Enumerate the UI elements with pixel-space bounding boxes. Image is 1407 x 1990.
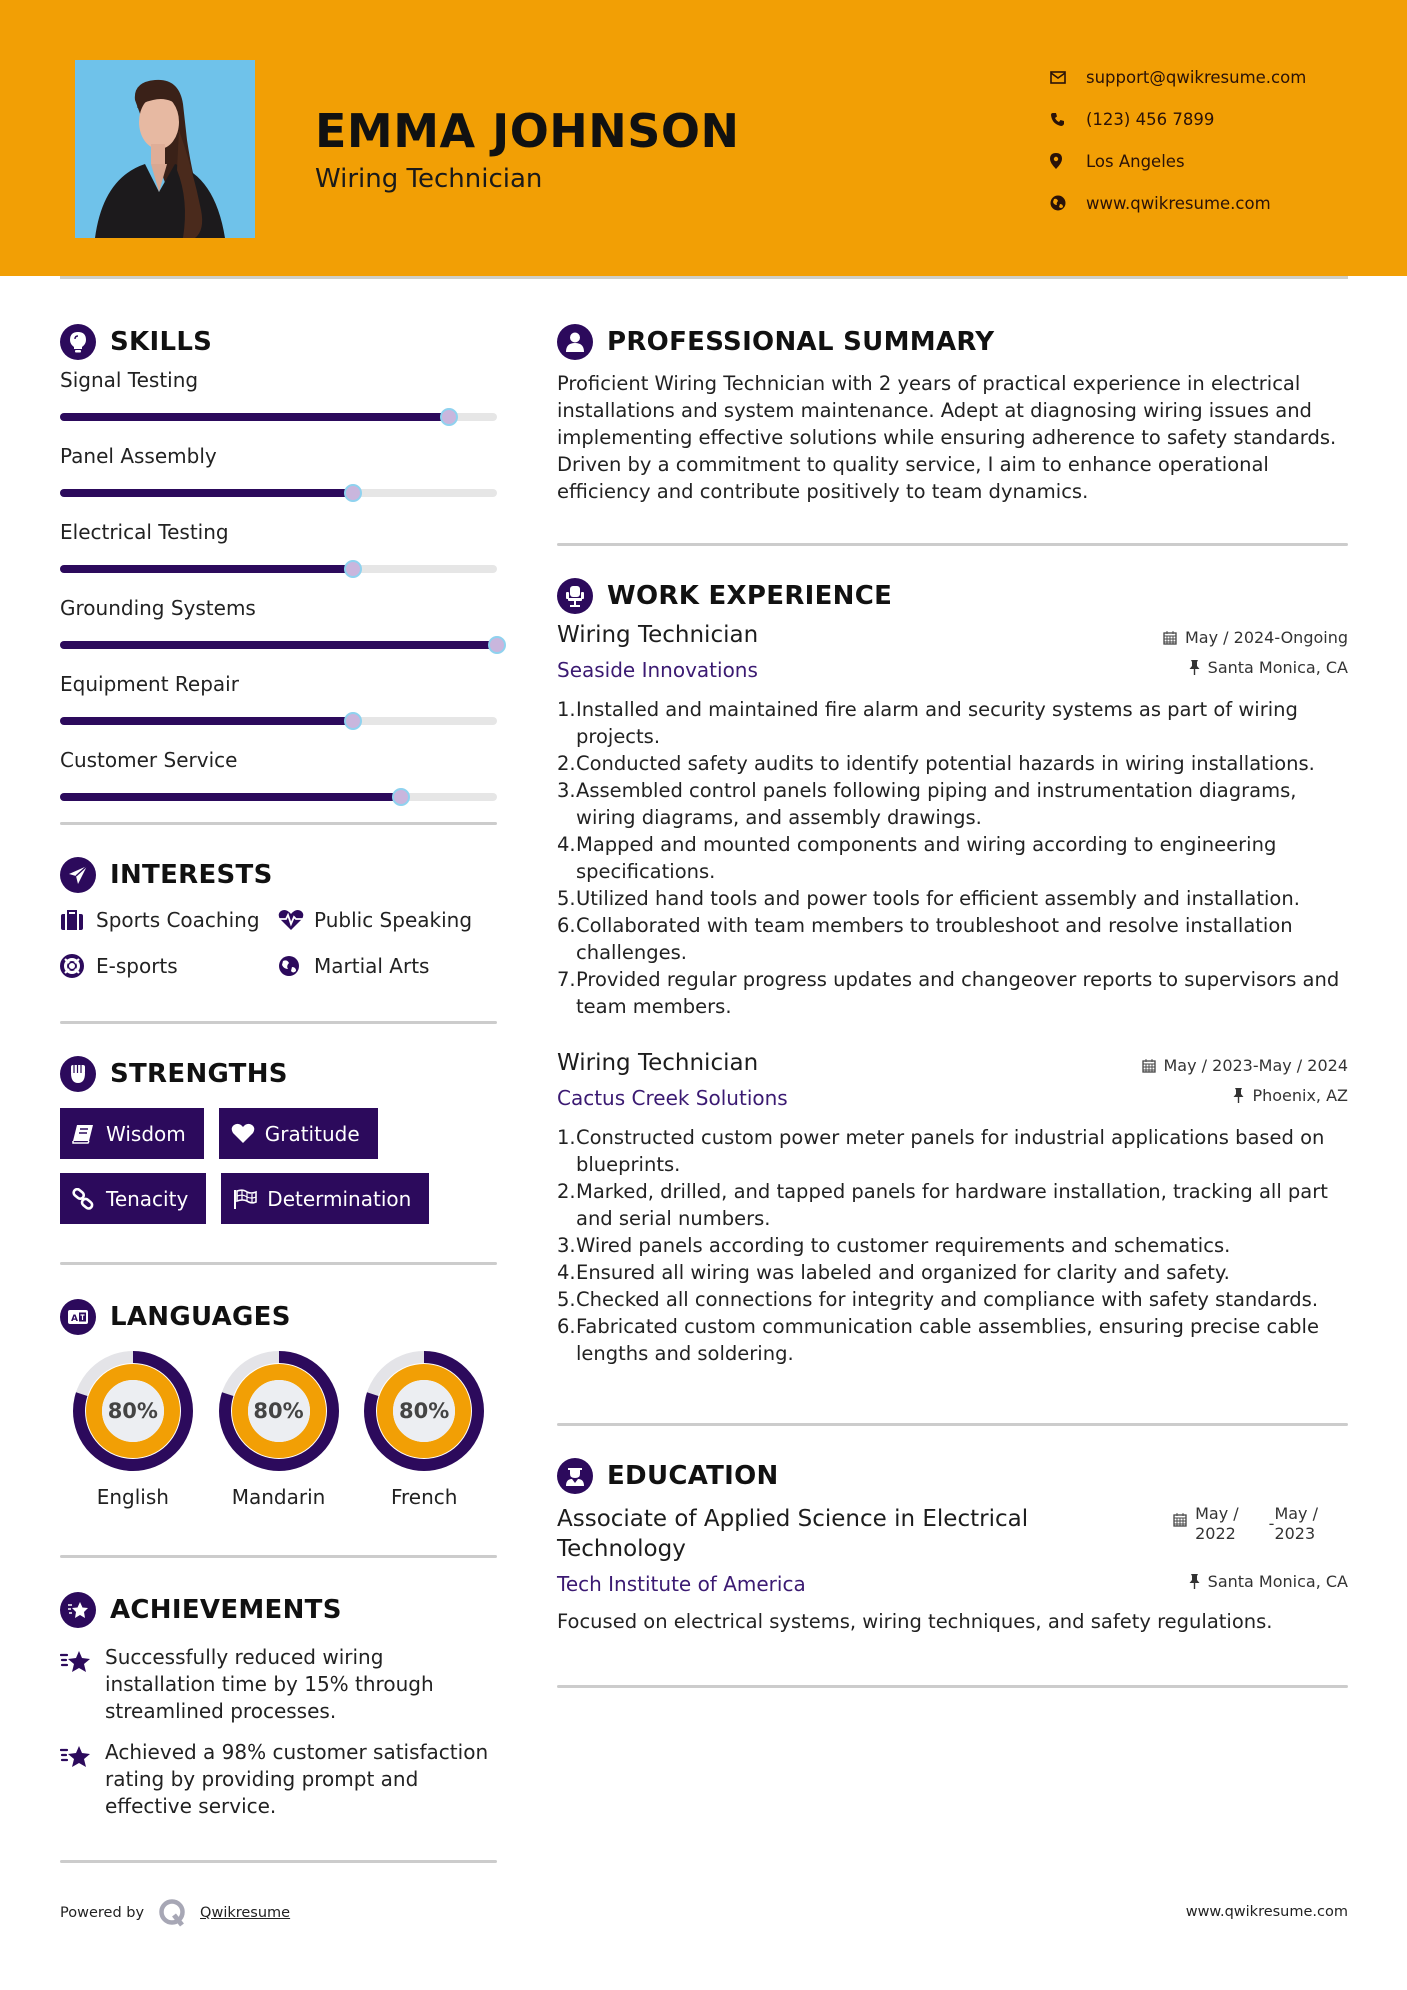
job-bullet: 6. Fabricated custom communication cable assemblies, ensuring precise cable lengths and soldering. bbox=[557, 1315, 1319, 1365]
contact-website[interactable] bbox=[1050, 182, 1306, 224]
language-progress-ring bbox=[73, 1351, 193, 1471]
skill-bar bbox=[60, 489, 497, 497]
footer-powered-by bbox=[60, 1898, 290, 1928]
paper-plane-icon bbox=[60, 857, 96, 893]
lightbulb-icon bbox=[60, 324, 96, 360]
language-percent: 80% bbox=[107, 1399, 158, 1423]
strength-label: Tenacity bbox=[106, 1186, 189, 1211]
experience-title: WORK EXPERIENCE bbox=[607, 581, 893, 611]
languages-section bbox=[60, 1295, 497, 1509]
skill-bar-knob bbox=[488, 636, 506, 654]
footer-website[interactable]: www.qwikresume.com bbox=[1185, 1904, 1348, 1920]
divider bbox=[60, 1860, 497, 1863]
skill-bar bbox=[60, 413, 497, 421]
interest-label: Sports Coaching bbox=[96, 908, 260, 932]
job-entry bbox=[557, 622, 1348, 1020]
book-icon bbox=[72, 1124, 106, 1144]
skill-label: Electrical Testing bbox=[60, 520, 229, 544]
resume-header bbox=[0, 0, 1407, 276]
summary-heading bbox=[557, 320, 1348, 364]
education-description: Focused on electrical systems, wiring techniques, and safety regulations. bbox=[557, 1610, 1273, 1633]
education-section bbox=[557, 1454, 1348, 1635]
company-name: Seaside Innovations bbox=[557, 658, 758, 682]
interest-item bbox=[60, 907, 278, 933]
header-divider bbox=[60, 276, 1348, 279]
heart-icon bbox=[231, 1123, 265, 1144]
company-name: Cactus Creek Solutions bbox=[557, 1086, 788, 1110]
phone-icon bbox=[1050, 112, 1086, 127]
skill-bar-knob bbox=[392, 788, 410, 806]
job-bullet: 3. Wired panels according to customer requirements and schematics. bbox=[557, 1234, 1231, 1257]
skills-title: SKILLS bbox=[110, 327, 213, 357]
language-item bbox=[351, 1351, 497, 1509]
skill-item bbox=[60, 366, 497, 442]
date-separator: - bbox=[1268, 1514, 1275, 1533]
job-title: Wiring Technician bbox=[557, 622, 759, 648]
strength-tag bbox=[221, 1173, 429, 1224]
education-start-date: May / 2022 bbox=[1195, 1504, 1239, 1543]
contact-location bbox=[1050, 140, 1306, 182]
strength-label: Gratitude bbox=[264, 1121, 360, 1146]
language-progress-ring bbox=[364, 1351, 484, 1471]
skill-bar-knob bbox=[344, 560, 362, 578]
skill-bar-fill bbox=[60, 489, 353, 497]
education-dates bbox=[1173, 1504, 1318, 1544]
skill-bar bbox=[60, 793, 497, 801]
skills-heading bbox=[60, 320, 497, 364]
divider bbox=[557, 543, 1348, 546]
job-bullet: 1. Installed and maintained fire alarm and security systems as part of wiring projects. bbox=[557, 698, 1298, 748]
job-title: Wiring Technician bbox=[557, 1050, 759, 1076]
job-bullet: 2. Conducted safety audits to identify potential hazards in wiring installations. bbox=[557, 752, 1315, 775]
job-bullet: 4. Mapped and mounted components and wiring according to engineering specifications. bbox=[557, 833, 1277, 883]
calendar-icon bbox=[1142, 1058, 1156, 1073]
skill-bar-knob bbox=[344, 484, 362, 502]
contact-email[interactable] bbox=[1050, 56, 1306, 98]
job-bullet: 5. Checked all connections for integrity and compliance with safety standards. bbox=[557, 1288, 1319, 1311]
calendar-icon bbox=[1173, 1512, 1187, 1532]
shooting-star-icon bbox=[60, 1739, 105, 1820]
education-entry-head bbox=[557, 1504, 1348, 1564]
achievement-item bbox=[60, 1644, 497, 1725]
qwikresume-link[interactable]: Qwikresume bbox=[200, 1905, 291, 1921]
job-head bbox=[557, 1050, 1348, 1076]
strength-tag bbox=[60, 1173, 206, 1224]
interests-title: INTERESTS bbox=[110, 860, 273, 890]
heartbeat-icon bbox=[278, 909, 314, 931]
life-ring-icon bbox=[60, 954, 96, 978]
job-entry bbox=[557, 1050, 1348, 1367]
summary-title: PROFESSIONAL SUMMARY bbox=[607, 327, 995, 357]
summary-section bbox=[557, 320, 1348, 505]
experience-heading bbox=[557, 574, 1348, 618]
strength-tag bbox=[219, 1108, 378, 1159]
skill-label: Grounding Systems bbox=[60, 596, 256, 620]
contact-website-text: www.qwikresume.com bbox=[1086, 193, 1271, 213]
strength-label: Determination bbox=[267, 1186, 412, 1211]
map-pin-icon bbox=[1050, 153, 1086, 169]
summary-text: Proficient Wiring Technician with 2 years of practical experience in electrical installations and system maintenance. Adept at diagnosing wiring issues and implementing effective solutions while ensuring adherence to safety standards. Driven by a commitment to quality service, I aim to enhance operational efficiency and contribute positively to team dynamics. bbox=[557, 372, 1337, 503]
fist-icon bbox=[60, 1056, 96, 1092]
education-title: EDUCATION bbox=[607, 1461, 779, 1491]
user-icon bbox=[557, 324, 593, 360]
job-bullet: 2. Marked, drilled, and tapped panels for hardware installation, tracking all part and serial numbers. bbox=[557, 1180, 1328, 1230]
job-bullets bbox=[557, 696, 1348, 1020]
languages-heading bbox=[60, 1295, 497, 1339]
language-name: English bbox=[96, 1485, 169, 1509]
shooting-star-icon bbox=[60, 1644, 105, 1725]
candidate-name: EMMA JOHNSON bbox=[315, 104, 740, 158]
thumbtack-icon bbox=[1233, 1088, 1244, 1103]
education-heading bbox=[557, 1454, 1348, 1498]
skills-section bbox=[60, 320, 497, 822]
skill-bar-knob bbox=[344, 712, 362, 730]
skill-item bbox=[60, 442, 497, 518]
strengths-title: STRENGTHS bbox=[110, 1059, 288, 1089]
language-percent: 80% bbox=[399, 1399, 450, 1423]
skill-item bbox=[60, 746, 497, 822]
interest-label: Public Speaking bbox=[314, 908, 473, 932]
interest-item bbox=[60, 953, 278, 979]
achievement-text: Successfully reduced wiring installation time by 15% through streamlined processes. bbox=[105, 1645, 434, 1723]
shooting-star-icon bbox=[60, 1592, 96, 1628]
skill-bar-fill bbox=[60, 793, 401, 801]
experience-section bbox=[557, 574, 1348, 1367]
divider bbox=[60, 1021, 497, 1024]
divider bbox=[557, 1685, 1348, 1688]
candidate-role: Wiring Technician bbox=[315, 164, 543, 194]
job-bullet: 3. Assembled control panels following piping and instrumentation diagrams, wiring diagrams, and assembly drawings. bbox=[557, 779, 1297, 829]
thumbtack-icon bbox=[1189, 1574, 1200, 1589]
strengths-section bbox=[60, 1052, 497, 1224]
skill-bar bbox=[60, 717, 497, 725]
link-icon bbox=[72, 1188, 106, 1210]
skill-bar bbox=[60, 565, 497, 573]
interest-label: Martial Arts bbox=[314, 954, 430, 978]
achievements-section bbox=[60, 1588, 497, 1820]
contact-list bbox=[1050, 56, 1306, 224]
svg-text:A: A bbox=[71, 1314, 78, 1324]
skill-item bbox=[60, 518, 497, 594]
job-bullet: 7. Provided regular progress updates and changeover reports to supervisors and team members. bbox=[557, 968, 1340, 1018]
thumbtack-icon bbox=[1189, 660, 1200, 675]
contact-phone-text: (123) 456 7899 bbox=[1086, 109, 1215, 129]
job-dates: May / 2024-Ongoing bbox=[1163, 628, 1348, 647]
flag-checkered-icon bbox=[233, 1189, 267, 1209]
briefcase-icon bbox=[60, 910, 96, 930]
job-sub bbox=[557, 1086, 1348, 1110]
skill-bar-fill bbox=[60, 717, 353, 725]
languages-title: LANGUAGES bbox=[110, 1302, 291, 1332]
job-head bbox=[557, 622, 1348, 648]
strength-label: Wisdom bbox=[106, 1121, 186, 1146]
strength-tag bbox=[60, 1108, 204, 1159]
language-name: Mandarin bbox=[231, 1485, 326, 1509]
strengths-list bbox=[60, 1108, 497, 1224]
job-bullet: 6. Collaborated with team members to troubleshoot and resolve installation challenges. bbox=[557, 914, 1293, 964]
interest-label: E-sports bbox=[96, 954, 178, 978]
skill-bar-fill bbox=[60, 565, 353, 573]
calendar-icon bbox=[1163, 630, 1177, 645]
skill-label: Customer Service bbox=[60, 748, 238, 772]
skill-bar bbox=[60, 641, 497, 649]
job-bullet: 1. Constructed custom power meter panels for industrial applications based on blueprints. bbox=[557, 1126, 1325, 1176]
job-sub bbox=[557, 658, 1348, 682]
globe-icon bbox=[278, 955, 314, 977]
divider bbox=[60, 1262, 497, 1265]
education-end-date: May / 2023 bbox=[1274, 1504, 1318, 1543]
languages-list bbox=[60, 1351, 497, 1509]
achievement-item bbox=[60, 1739, 497, 1820]
skill-item bbox=[60, 670, 497, 746]
achievement-text: Achieved a 98% customer satisfaction rating by providing prompt and effective service. bbox=[105, 1740, 489, 1818]
language-item bbox=[60, 1351, 206, 1509]
school-name: Tech Institute of America bbox=[557, 1572, 806, 1596]
office-chair-icon bbox=[557, 578, 593, 614]
skill-label: Panel Assembly bbox=[60, 444, 217, 468]
language-item bbox=[206, 1351, 352, 1509]
language-percent: 80% bbox=[253, 1399, 304, 1423]
skill-label: Equipment Repair bbox=[60, 672, 239, 696]
achievements-heading bbox=[60, 1588, 497, 1632]
interest-item bbox=[278, 907, 497, 933]
skill-label: Signal Testing bbox=[60, 368, 199, 392]
language-icon bbox=[60, 1299, 96, 1335]
education-entry-sub bbox=[557, 1572, 1348, 1596]
divider bbox=[60, 822, 497, 825]
education-location: Santa Monica, CA bbox=[1189, 1572, 1348, 1591]
interests-section bbox=[60, 853, 497, 979]
strengths-heading bbox=[60, 1052, 497, 1096]
skill-item bbox=[60, 594, 497, 670]
skill-bar-fill bbox=[60, 641, 497, 649]
globe-icon bbox=[1050, 195, 1086, 211]
degree-title: Associate of Applied Science in Electrical Technology bbox=[557, 1506, 1029, 1562]
achievements-title: ACHIEVEMENTS bbox=[110, 1595, 342, 1625]
qwikresume-logo-icon bbox=[158, 1898, 188, 1928]
skill-bar-fill bbox=[60, 413, 449, 421]
job-location: Santa Monica, CA bbox=[1189, 658, 1348, 677]
job-dates: May / 2023-May / 2024 bbox=[1142, 1056, 1349, 1075]
language-progress-ring bbox=[219, 1351, 339, 1471]
interest-item bbox=[278, 953, 497, 979]
skill-bar-knob bbox=[440, 408, 458, 426]
language-name: French bbox=[390, 1485, 458, 1509]
right-column bbox=[557, 320, 1348, 1688]
powered-by-label: Powered by bbox=[60, 1905, 145, 1921]
graduate-icon bbox=[557, 1458, 593, 1494]
interests-list bbox=[60, 907, 497, 979]
job-location: Phoenix, AZ bbox=[1233, 1086, 1348, 1105]
profile-photo bbox=[75, 60, 255, 238]
job-bullet: 4. Ensured all wiring was labeled and organized for clarity and safety. bbox=[557, 1261, 1230, 1284]
interests-heading bbox=[60, 853, 497, 897]
divider bbox=[557, 1423, 1348, 1426]
divider bbox=[60, 1555, 497, 1558]
job-bullets bbox=[557, 1124, 1348, 1367]
contact-email-text: support@qwikresume.com bbox=[1086, 67, 1307, 87]
contact-location-text: Los Angeles bbox=[1086, 151, 1185, 171]
left-column bbox=[60, 320, 497, 1863]
envelope-icon bbox=[1050, 71, 1086, 84]
job-bullet: 5. Utilized hand tools and power tools for efficient assembly and installation. bbox=[557, 887, 1300, 910]
contact-phone[interactable] bbox=[1050, 98, 1306, 140]
